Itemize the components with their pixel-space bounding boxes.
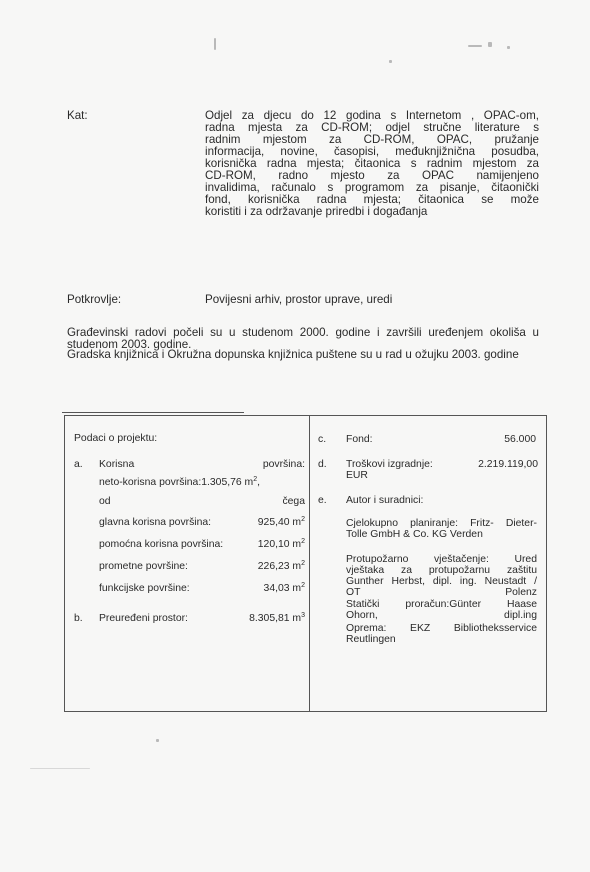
povrsina-label: površina:	[262, 459, 305, 470]
korisna-label: Korisna	[99, 459, 135, 470]
area-label: pomoćna korisna površina:	[99, 539, 224, 550]
area-row-prometne	[99, 561, 305, 572]
staticki-line: Statički proračun:Günter Haase	[346, 599, 537, 610]
kat-line: fond, korisnička radna mjesta; čitaonica se može	[205, 193, 539, 206]
table-top-rule	[62, 412, 244, 413]
kat-line: informacija, novine, časopisi, međuknjižnična posudba,	[205, 145, 539, 158]
potkrovlje-label: Potkrovlje:	[67, 293, 122, 306]
item-c-marker: c.	[318, 434, 327, 445]
staticki-line: Ohorn, dipl.ing	[346, 610, 537, 621]
preuredeni-value: 8.305,81 $m^3$	[249, 612, 305, 624]
cega-label: čega	[282, 496, 305, 507]
scan-speck	[488, 42, 492, 47]
project-data-table	[64, 415, 547, 712]
fond-value: 56.000	[504, 434, 536, 445]
area-label: glavna korisna površina:	[99, 517, 212, 528]
planiranje-line: Tolle GmbH & Co. KG Verden	[346, 529, 483, 540]
area-label: funkcijske površine:	[99, 583, 190, 594]
od-cega-row	[99, 496, 305, 507]
fond-label: Fond:	[346, 434, 373, 445]
scan-speck	[507, 46, 510, 49]
item-a-marker: a.	[74, 459, 83, 470]
column-divider	[309, 416, 310, 711]
area-value: 226,23 $m^2$	[257, 560, 305, 572]
kat-line: radnim mjestom za CD-ROM, OPAC, pružanje	[205, 133, 539, 146]
scan-speck	[468, 45, 482, 47]
protupozarno-line: vještaka za protupožarnu zaštitu	[346, 565, 537, 576]
kat-line: korisnička radna mjesta; čitaonica s radnim mjestom za	[205, 157, 539, 170]
troskovi-unit: EUR	[346, 470, 368, 481]
kat-line: koristiti i za održavanje priredbi i događanja	[205, 205, 428, 218]
area-value: 925,40 $m^2$	[257, 516, 305, 528]
troskovi-label: Troškovi izgradnje:	[346, 459, 433, 470]
kat-label: Kat:	[67, 109, 88, 122]
planiranje-line: Cjelokupno planiranje: Fritz- Dieter-	[346, 518, 537, 529]
kat-line: Odjel za djecu do 12 godina s Internetom , OPAC-om,	[205, 109, 539, 122]
preuredeni-row	[99, 613, 305, 624]
area-value: 120,10 $m^2$	[257, 538, 305, 550]
troskovi-block	[346, 459, 538, 481]
neto-value: neto-korisna površina:1.305,76 m	[99, 477, 254, 488]
neto-comma: ,	[257, 477, 261, 488]
staticki-text	[346, 599, 537, 621]
area-row-glavna	[99, 517, 305, 528]
item-d-marker: d.	[318, 459, 327, 470]
scan-speck	[389, 60, 392, 63]
scan-speck	[214, 38, 216, 50]
project-heading: Podaci o projektu:	[74, 433, 158, 444]
opening-paragraph: Gradska knjižnica i Okružna dopunska knjižnica puštene su u rad u ožujku 2003. godine	[67, 348, 519, 361]
oprema-text	[346, 623, 537, 645]
kat-line: invalidima, računalo s programom za pisanje, čitaonički	[205, 181, 539, 194]
area-row-pomocna	[99, 539, 305, 550]
planiranje-text	[346, 518, 537, 540]
item-e-marker: e.	[318, 495, 327, 506]
area-row-funkcijske	[99, 583, 305, 594]
kat-description	[205, 110, 539, 218]
protupozarno-line: OT Polenz	[346, 587, 537, 598]
unit-exponent: 2	[253, 476, 258, 483]
oprema-line: Reutlingen	[346, 634, 396, 645]
neto-row	[99, 477, 305, 488]
construction-paragraph: Građevinski radovi počeli su u studenom 2000. godine i završili uređenjem okoliša u studenom 2003. godine.	[67, 326, 539, 351]
autor-heading: Autor i suradnici:	[346, 495, 424, 506]
protupozarno-line: Gunther Herbst, dipl. ing. Neustadt /	[346, 576, 537, 587]
od-label: od	[99, 496, 111, 507]
preuredeni-label: Preuređeni prostor:	[99, 613, 188, 624]
scan-speck	[30, 768, 90, 769]
korisna-row	[99, 459, 305, 470]
protupozarno-text	[346, 554, 537, 598]
troskovi-value: 2.219.119,00	[478, 459, 538, 470]
kat-line: radna mjesta za CD-ROM; odjel stručne literature s	[205, 121, 539, 134]
protupozarno-line: Protupožarno vještačenje: Ured	[346, 554, 537, 565]
area-value: 34,03 $m^2$	[263, 582, 305, 594]
kat-line: CD-ROM, radno mjesto za OPAC namijenjeno	[205, 169, 539, 182]
item-b-marker: b.	[74, 613, 83, 624]
oprema-line: Oprema: EKZ Bibliotheksservice	[346, 623, 537, 634]
scan-speck	[156, 739, 159, 742]
area-label: prometne površine:	[99, 561, 188, 572]
potkrovlje-text: Povijesni arhiv, prostor uprave, uredi	[205, 293, 393, 306]
